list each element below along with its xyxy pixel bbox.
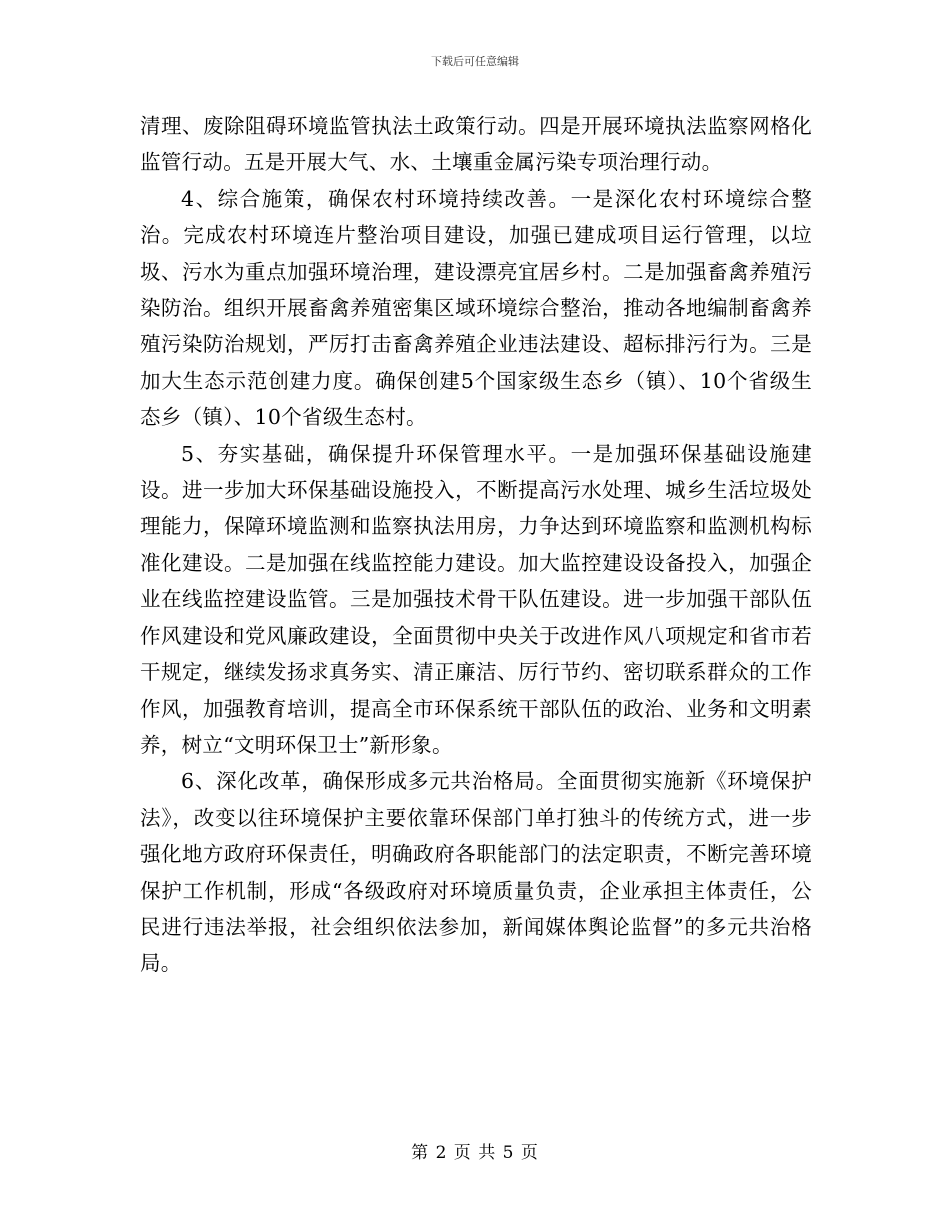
paragraph-continuation: 清理、废除阻碍环境监管执法土政策行动。四是开展环境执法监察网格化监管行动。五是开展大气、水、土壤重金属污染专项治理行动。 bbox=[140, 114, 812, 175]
paragraph-rural-environment: 4、综合施策，确保农村环境持续改善。一是深化农村环境综合整治。完成农村环境连片整治项目建设，加强已建成项目运行管理，以垃圾、污水为重点加强环境治理，建设漂亮宜居乡村。二是加强畜禽养殖污染防治。组织开展畜禽养殖密集区域环境综合整治，推动各地编制畜禽养殖污染防治规划，严厉打击畜禽养殖企业违法建设、超标排污行为。三是加大生态示范创建力度。确保创建5个国家级生态乡（镇）、10个省级生态乡（镇）、10个省级生态村。 bbox=[140, 186, 812, 430]
paragraph-reform: 6、深化改革，确保形成多元共治格局。全面贯彻实施新《环境保护法》，改变以往环境保护主要依靠环保部门单打独斗的传统方式，进一步强化地方政府环保责任，明确政府各职能部门的法定职责，不断完善环境保护工作机制，形成“各级政府对环境质量负责，企业承担主体责任，公民进行违法举报，社会组织依法参加，新闻媒体舆论监督”的多元共治格局。 bbox=[140, 769, 812, 976]
paragraph-infrastructure: 5、夯实基础，确保提升环保管理水平。一是加强环保基础设施建设。进一步加大环保基础设施投入，不断提高污水处理、城乡生活垃圾处理能力，保障环境监测和监察执法用房，力争达到环境监察和监测机构标准化建设。二是加强在线监控能力建设。加大监控建设设备投入，加强企业在线监控建设监管。三是加强技术骨干队伍建设。进一步加强干部队伍作风建设和党风廉政建设，全面贯彻中央关于改进作风八项规定和省市若干规定，继续发扬求真务实、清正廉洁、厉行节约、密切联系群众的工作作风，加强教育培训，提高全市环保系统干部队伍的政治、业务和文明素养，树立“文明环保卫士”新形象。 bbox=[140, 441, 812, 757]
page-number: 第 2 页 共 5 页 bbox=[411, 1143, 539, 1163]
document-body bbox=[140, 108, 812, 982]
page-header: 下载后可任意编辑 bbox=[431, 55, 519, 68]
